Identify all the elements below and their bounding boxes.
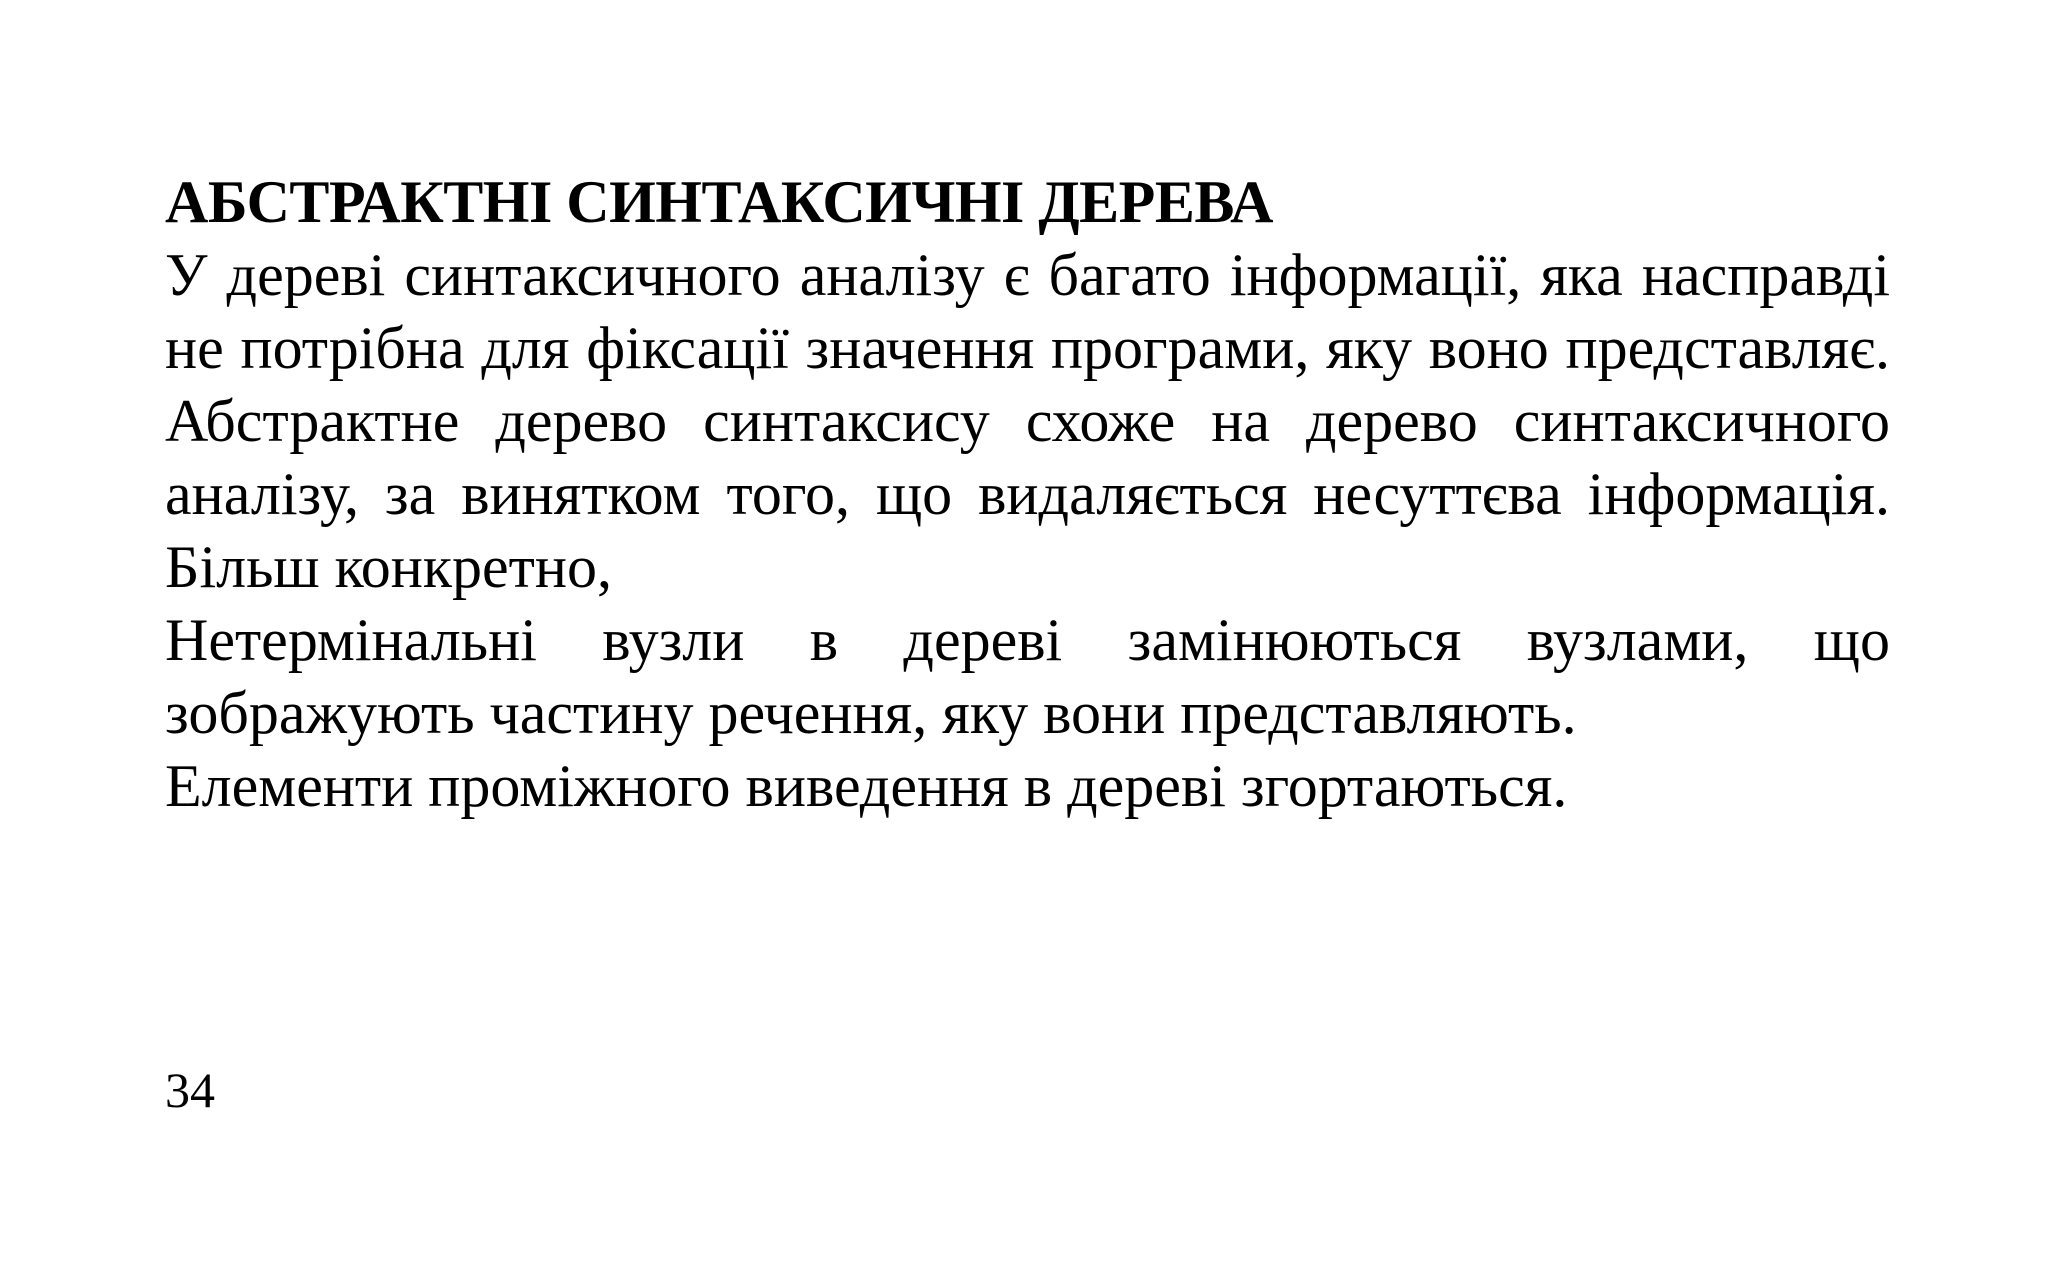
paragraph-intermediate: Елементи проміжного виведення в дереві згортаються. <box>165 753 1568 819</box>
section-title: АБСТРАКТНІ СИНТАКСИЧНІ ДЕРЕВА <box>165 169 1273 235</box>
paragraph-nonterminals: Нетермінальні вузли в дереві замінюються вузлами, що зображують частину речення, яку вони представляють. <box>165 607 1890 746</box>
paragraph-intro: У дереві синтаксичного аналізу є багато інформації, яка насправді не потрібна для фіксації значення програми, яку воно представляє. Абстрактне дерево синтаксису схоже на дерево синтаксичного аналізу, за винятком того, що видаляється несуттєва інформація. Більш конкретно, <box>165 242 1890 600</box>
page-content <box>165 165 1890 823</box>
page-number: 34 <box>165 1062 215 1118</box>
